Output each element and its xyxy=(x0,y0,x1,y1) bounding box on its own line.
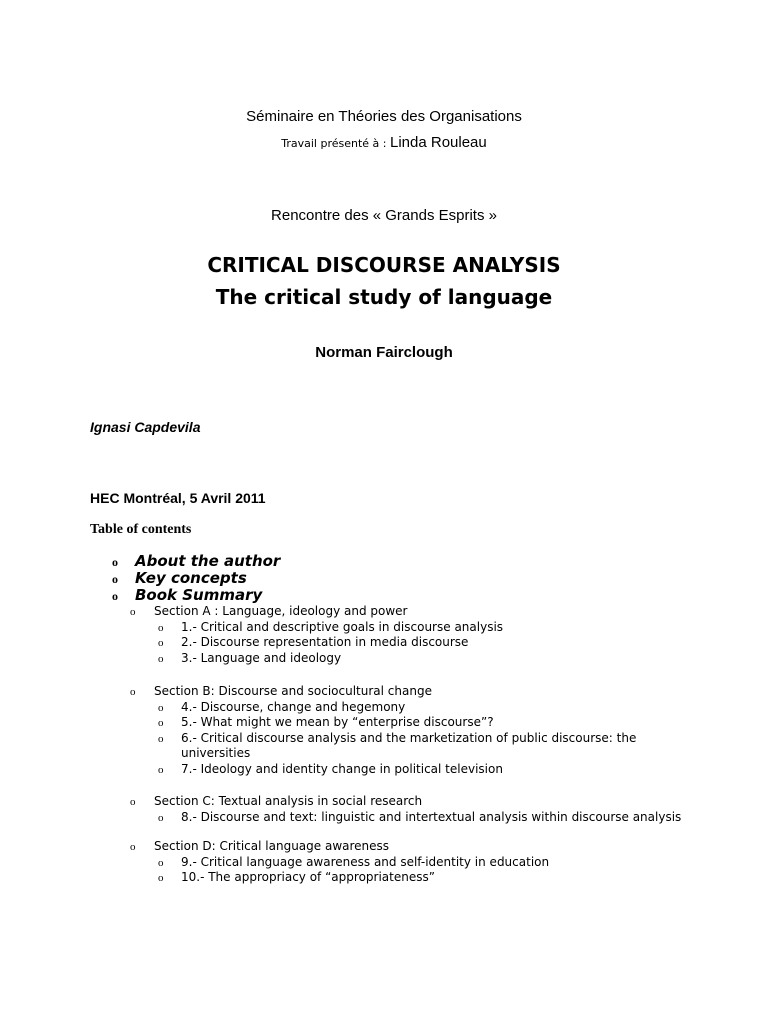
event-title: Rencontre des « Grands Esprits » xyxy=(271,207,497,224)
bullet-icon: o xyxy=(158,701,164,714)
section-label: Section B: Discourse and sociocultural change xyxy=(154,684,432,698)
bullet-icon: o xyxy=(158,652,164,665)
presented-label: Travail présenté à : xyxy=(281,137,387,150)
toc-section-d xyxy=(130,839,690,886)
toc-item-label: About the author xyxy=(135,552,281,570)
toc-item-book-summary xyxy=(112,587,712,604)
bullet-icon: o xyxy=(130,841,136,853)
list-item: o 1.- Critical and descriptive goals in discourse analysis xyxy=(158,620,690,636)
book-title: CRITICAL DISCOURSE ANALYSIS xyxy=(207,253,561,277)
toc-top-list xyxy=(112,553,712,604)
section-label: Section D: Critical language awareness xyxy=(154,839,390,853)
book-subtitle: The critical study of language xyxy=(215,285,553,309)
toc-title: Table of contents xyxy=(90,522,192,537)
list-item: o 2.- Discourse representation in media discourse xyxy=(158,635,690,651)
toc-item-label: Book Summary xyxy=(135,586,263,604)
bullet-icon: o xyxy=(158,763,164,776)
presented-to-line xyxy=(0,134,768,151)
list-item: o 3.- Language and ideology xyxy=(158,651,690,667)
toc-section-c xyxy=(130,794,690,825)
bullet-icon: o xyxy=(112,555,118,569)
section-label: Section A : Language, ideology and power xyxy=(154,604,408,618)
bullet-icon: o xyxy=(130,686,136,698)
bullet-icon: o xyxy=(112,572,118,586)
student-name: Ignasi Capdevila xyxy=(90,419,201,435)
bullet-icon: o xyxy=(158,872,164,884)
bullet-icon: o xyxy=(158,637,164,649)
bullet-icon: o xyxy=(158,732,164,745)
list-item: o 10.- The appropriacy of “appropriateness” xyxy=(158,870,690,886)
list-item: o 5.- What might we mean by “enterprise discourse”? xyxy=(158,715,690,731)
toc-item-about-author xyxy=(112,553,712,570)
list-item: o 6.- Critical discourse analysis and the marketization of public discourse: the universities xyxy=(158,730,637,760)
list-item: o 8.- Discourse and text: linguistic and intertextual analysis within discourse analysis xyxy=(158,810,690,826)
toc-item-label: Key concepts xyxy=(135,569,247,587)
dateline: HEC Montréal, 5 Avril 2011 xyxy=(90,490,266,506)
toc-section-b xyxy=(130,684,690,777)
bullet-icon: o xyxy=(158,856,164,869)
list-item: o 9.- Critical language awareness and self-identity in education xyxy=(158,855,690,871)
bullet-icon: o xyxy=(130,606,136,618)
toc-item-key-concepts xyxy=(112,570,712,587)
toc-section-a xyxy=(130,604,690,666)
book-author: Norman Fairclough xyxy=(315,344,453,361)
bullet-icon: o xyxy=(158,717,164,729)
bullet-icon: o xyxy=(158,811,164,824)
professor-name: Linda Rouleau xyxy=(390,134,487,151)
section-label: Section C: Textual analysis in social research xyxy=(154,794,423,808)
list-item: o 7.- Ideology and identity change in political television xyxy=(158,762,690,778)
list-item: o 4.- Discourse, change and hegemony xyxy=(158,700,690,716)
seminar-title: Séminaire en Théories des Organisations xyxy=(246,108,522,125)
bullet-icon: o xyxy=(158,621,164,634)
bullet-icon: o xyxy=(112,589,118,603)
bullet-icon: o xyxy=(130,796,136,808)
